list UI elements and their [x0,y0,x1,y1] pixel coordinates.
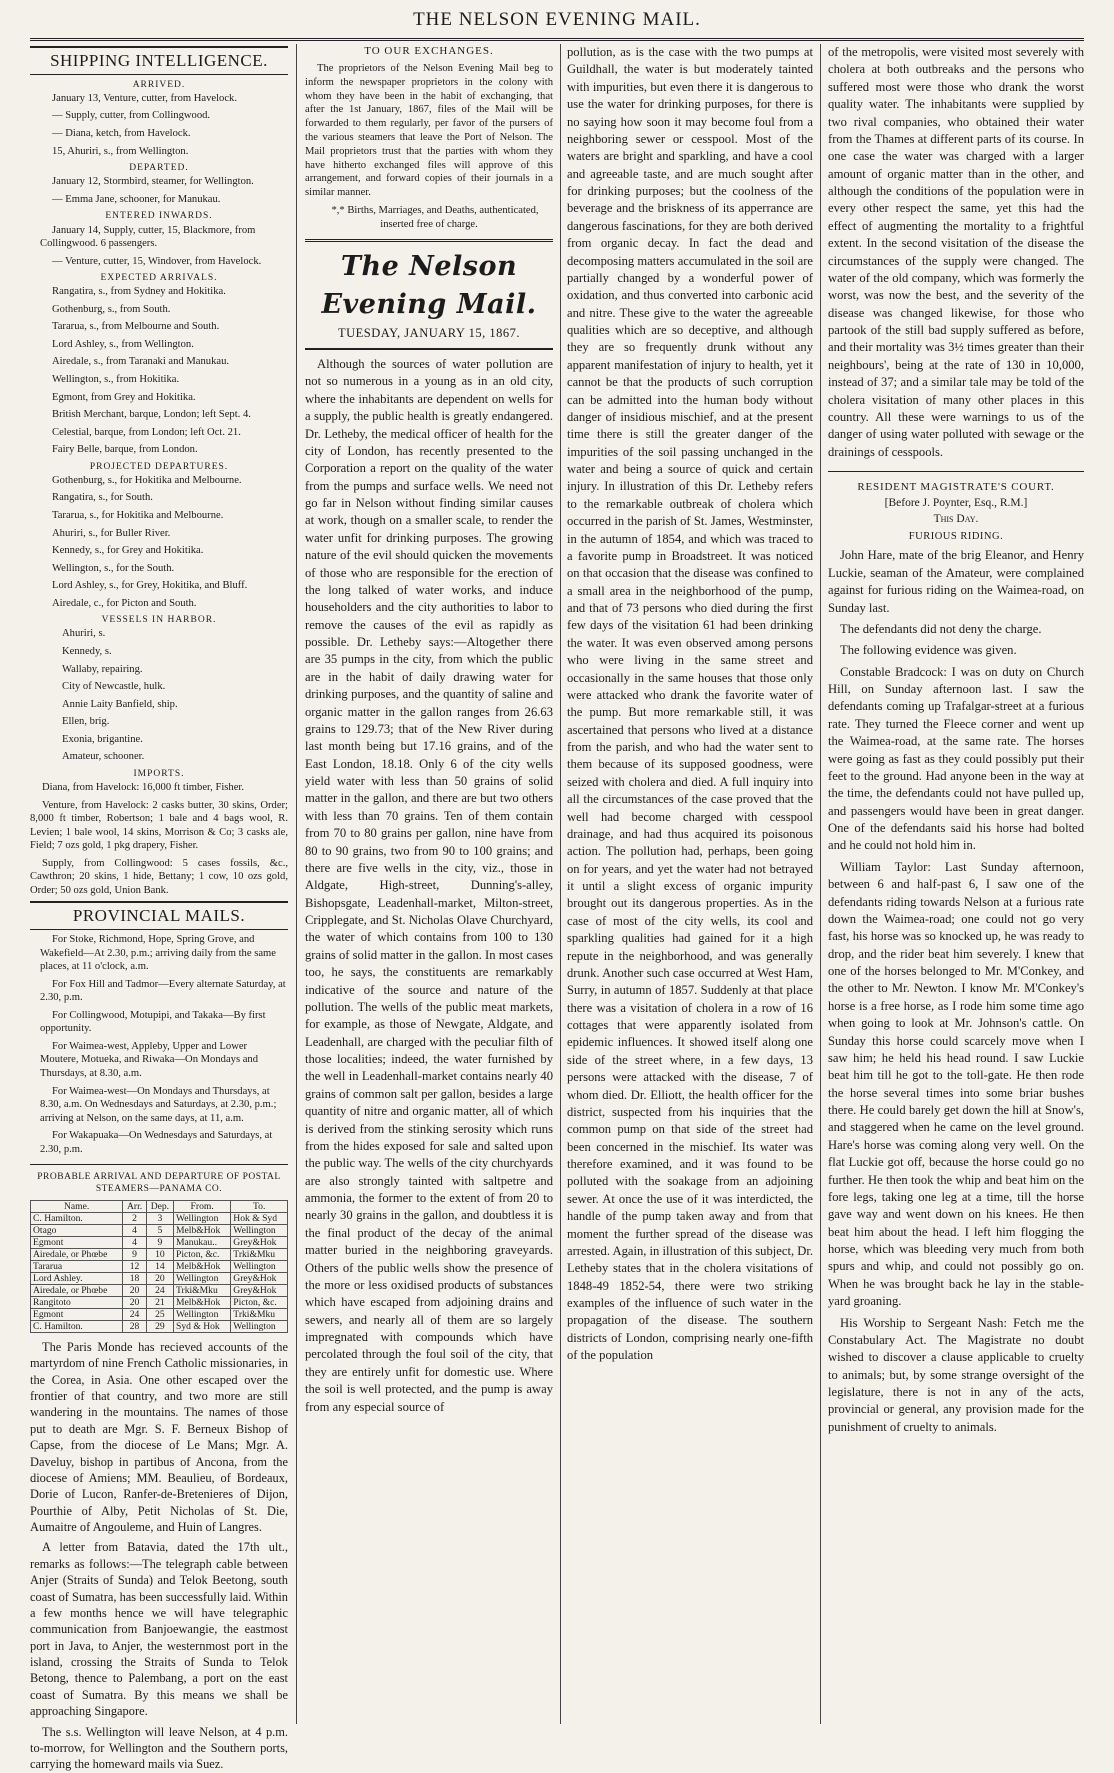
ship-line: Fairy Belle, barque, from London. [52,444,198,456]
departed-heading: DEPARTED. [129,163,189,174]
table-cell: 18 [123,1272,146,1284]
ship-line: Gothenburg, s., from South. [52,303,171,315]
ship-line: Tararua, s., for Hokitika and Melbourne. [52,510,224,522]
table-cell: 24 [146,1284,173,1296]
table-cell: Trki&Mku [174,1284,231,1296]
imports-entry: Venture, from Havelock: 2 casks butter, 30 skins, Order; 8,000 ft timber, Robertson; 1 bale and 4 bags wool, R. Levien; 1 bale wool, 14 skins, Morrison & Co; 3 casks ale, Field; 7 ozs gold, 1 pkg drapery, Fisher. [30,799,288,852]
ship-line: Tararua, s., from Melbourne and South. [52,321,220,333]
mail-line: For Wakapuaka—On Wednesdays and Saturdays, at 2.30, p.m. [40,1130,273,1155]
table-cell: 4 [123,1236,146,1248]
harbor-heading: VESSELS IN HARBOR. [101,615,217,626]
ship-line: — Supply, cutter, from Collingwood. [52,110,211,122]
table-cell: 10 [146,1248,173,1260]
table-cell: Wellington [231,1320,288,1332]
ship-line: Wellington, s., from Hokitika. [52,374,180,386]
mail-line: For Fox Hill and Tadmor—Every alternate Saturday, at 2.30, p.m. [40,978,286,1004]
table-cell: Airedale, or Phœbe [31,1284,123,1296]
table-cell: C. Hamilton. [31,1320,123,1332]
table-cell: Airedale, or Phœbe [31,1248,123,1260]
table-cell: 20 [123,1284,146,1296]
table-cell: Wellington [174,1308,231,1320]
table-cell: Trki&Mku [231,1308,288,1320]
ship-line: January 13, Venture, cutter, from Havelock. [52,92,238,104]
ship-line: — Emma Jane, schooner, for Manukau. [52,193,221,205]
table-cell: Tararua [31,1260,123,1272]
entered-heading: ENTERED INWARDS. [105,211,213,222]
mail-line: For Waimea-west, Appleby, Upper and Lower Moutere, Motueka, and Riwaka—On Mondays and Thursdays, at 8.30, a.m. [40,1040,259,1080]
table-cell: Syd & Hok [174,1320,231,1332]
harbor-line: Wallaby, repairing. [62,663,143,675]
table-row [31,1212,288,1224]
ship-line: Rangatira, s., from Sydney and Hokitika. [52,286,226,298]
table-cell: 29 [146,1320,173,1332]
steamer-table-caption: PROBABLE ARRIVAL AND DEPARTURE OF POSTAL STEAMERS—PANAMA CO. [30,1164,288,1195]
editorial-paragraph: Although the sources of water pollution are not so numerous in a young as in an old city, where the inhabitants are dependent on wells for a supply, the public health is greatly endangered. Dr. Letheby, the medical officer of health for the city of London, has recently presented to the Corporation a report on the quality of the water from the pumps and surface wells. We need not go far in Nelson without finding similar causes at work, though on a smaller scale, to render the water unfit for drinking purposes. The growing nature of the evil should quicken the movements of those who are responsible for the erection of the long talked of water works, and induce householders and the city authorities to labor to remove the causes of the evil as rapidly as possible. Dr. Letheby says:—Altogether there are 35 pumps in the city, from which the public are in the habit of daily drawing water for drinking purposes, and the quantity of saline and organic matter in the gallon ranges from 26.63 grains to 129.73; that of the New River during last month being but 17.16 grains, and of the East London, 18.18. Only 6 of the city wells yield water with less than 50 grains of solid matter in the gallon, and there are but two others with less than 70 grains. Ten of them contain from 70 to 80 grains per gallon, nine have from 80 to 90 grains, two from 90 to 100 grains; and there are five wells in the city, viz., those in Aldgate, High-street, Dunning's-alley, Bishopsgate, Leadenhall-market, Milton-street, Cripplegate, and St. Nicholas Olave Churchyard, the water of which contains from 100 to 130 grains of solid matter in the gallon. In most cases too, he says, the constituents are remarkably indicative of the source and nature of the pollution. The wells of the public meat markets, for example, as those of Newgate, Aldgate, and Leadenhall, are charged with the peculiar filth of those localities; indeed, the water furnished by the well in Leadenhall-market contains nearly 40 grains of common salt per gallon, besides a large quantity of nitre and organic matter, all of which is derived from the stinking serosity which runs from the hides exposed for sale and salted upon the public way. The wells of the city churchyards are also strongly tainted with saltpetre and ammonia, the former to the extent of from 20 to nearly 30 grains in the gallon, and doubtless it is the final product of the decay of the animal matter buried in the neighboring graveyards. Others of the public wells show the presence of the more or less oxidised products of substances which have escaped from adjoining drains and sewers, and nearly all of them are so largely impregnated with compounds which have percolated through the foul soil of the city, that they are entirely unfit for domestic use. Where the soil is well protected, and the pump is away from any especial source of [305,357,553,1414]
article-paragraph: The Paris Monde has recieved accounts of the martyrdom of nine French Catholic missionaries, in the Corea, in Asia. One other escaped over the frontier of that country, and two more are still wandering in the mountains. The names of those put to death are Mgr. S. F. Berneux Bishop of Capse, from the diocese of Le Mans; Mgr. A. Daveluy, bishop in partibus of Ancona, from the diocese of Amiens; MM. Beaulieu, of Bordeaux, Dorie of Lucon, Ranfer-de-Bretenieres of Dijon, Pourthie of Alby, Petit Nicholas of St. Die, Aumaitre of Angouleme, and Huin of Langres. [30,1339,288,1535]
harbor-line: Ahuriri, s. [62,628,106,640]
arrived-heading: ARRIVED. [132,79,186,90]
table-row [31,1320,288,1332]
ship-line: 15, Ahuriri, s., from Wellington. [52,145,189,157]
table-cell: 5 [146,1224,173,1236]
court-day: This Day. [933,513,979,526]
ship-line: Wellington, s., for the South. [52,562,175,574]
harbor-line: City of Newcastle, hulk. [62,681,166,693]
rule [305,239,553,242]
table-cell: 28 [123,1320,146,1332]
editorial-paragraph: pollution, as is the case with the two pumps at Guildhall, the water is but moderately tainted with impurities, but even there it is dangerous to use the water for drinking purposes, for there is no saying how soon it may become foul from a neighboring sewer or cesspool. Most of the waters are bright and sparkling, and have a cool and agreeable taste, and are much sought after for drinking purposes; but the coolness of the beverage and the briskness of its apperrance are dangerous fascinations, for they are both derived from organic decay. In fact the dead and decomposing matters accumulated in the soil are partially changed by a wonderful power of oxidation, and thus converted into carbonic acid and nitre. These give to the water the agreeable qualities which are so deceptive, and although they are so frequently drunk without any apparent manifestation of injury to health, yet it cannot be that the products of such corruption can be admitted into the human body without danger of insidious mischief, and at the present time there is still the greater danger of the impurities of the soil passing unchanged in the water and being a source of quick and certain injury. In illustration of this Dr. Letheby refers to the remarkable outbreak of cholera which occurred in the parish of St. James, Westminster, in the autumn of 1854, and which was traced to a favorite pump in Broadstreet. It was noticed on that occasion that the disease was confined to a small area in the neighborhood of the pump, and that of 73 persons who died during the first few days of the visitation 61 had been drinking the water. It was even observed among persons who were living in the same street and occasionally in the same houses that those only were attacked who drank the favorite water of the pump. But more remarkable still, it was ascertained that persons who lived at a distance from the parish, and who had the water sent to them because of its supposed goodness, were seized with cholera and died. A full inquiry into all the circumstances of the case proved that the well had become charged with cesspool drainage, and had thus acquired its poisonous action. The pollution had, perhaps, been going on for years, and yet the water had not betrayed it until a slight excess of organic impurity brought out its dangerous properties. As in the case of most of the city wells, its cool and sparkling qualities had gained for it a high repute in the neighborhood, and was generally drunk. Another such case occurred at West Ham, Surry, in autumn of 1857. Suddenly at that place there was a visitation of cholera in a row of 16 cottages that were apparently isolated from epidemic influences. It showed itself along one side of the street where, in a few days, 13 persons were attacked with the disease, 7 of whom died. Dr. Elliott, the health officer for the district, suspected from his inquiries that the common pump on that side of the street had been concerned in the mischief. Its water was therefore examined, and it was found to be polluted with the soakage from an adjoining sewer. At once the use of it was interdicted, the handle of the pump taken away and from that moment the further spread of the disease was arrested. Again, in illustration of this subject, Dr. Letheby states that in the cholera visitations of 1848-49 1852-54, there were two striking examples of the influence of such water in the propagation of the disease. The southern districts of London, comprising nearly one-fifth of the population [567,45,813,1363]
table-cell: 12 [123,1260,146,1272]
harbor-line: Annie Laity Banfield, ship. [62,698,178,710]
table-row [31,1236,288,1248]
table-cell: Grey&Hok [231,1272,288,1284]
table-row [31,1260,288,1272]
table-cell: Melb&Hok [174,1260,231,1272]
col-header: To. [231,1200,288,1212]
mail-line: For Stoke, Richmond, Hope, Spring Grove, and Wakefield—At 2.30, p.m.; arriving daily from the same places, at 11 o'clock, a.m. [40,934,276,973]
court-paragraph: The defendants did not deny the charge. [840,621,1042,636]
court-paragraph: His Worship to Sergeant Nash: Fetch me the Constabulary Act. The Magistrate no doubt wished to discover a clause applicable to cruelty to animals; but, by some strange oversight of the legislature, there is not in any of the acts, provincial or general, any provision made for the punishment of cruelty to animals. [828,1315,1084,1434]
harbor-line: Kennedy, s. [62,646,112,657]
table-cell: Trki&Mku [231,1248,288,1260]
mail-line: For Waimea-west—On Mondays and Thursdays, at 8.30, a.m. On Wednesdays and Saturdays, at 2.30, p.m.; arriving at Nelson, on the same days, at 11, a.m. [40,1085,277,1124]
ship-line: Ahuriri, s., for Buller River. [52,527,171,539]
ship-line: January 14, Supply, cutter, 15, Blackmore, from Collingwood. 6 passengers. [40,224,256,250]
column-2 [305,44,553,1724]
expected-heading: EXPECTED ARRIVALS. [100,273,218,284]
table-cell: 20 [146,1272,173,1284]
table-cell: Lord Ashley. [31,1272,123,1284]
table-cell: 21 [146,1296,173,1308]
masthead: THE NELSON EVENING MAIL. [413,9,701,30]
ship-line: — Venture, cutter, 15, Windover, from Havelock. [52,255,262,267]
court-before: [Before J. Poynter, Esq., R.M.] [884,497,1028,510]
table-cell: 2 [123,1212,146,1224]
table-body [31,1212,288,1332]
ship-line: Lord Ashley, s., from Wellington. [52,338,194,350]
newspaper-name: The Nelson Evening Mail. [321,251,537,320]
table-cell: Grey&Hok [231,1236,288,1248]
column-rule [296,44,297,1724]
provincial-mails-title: PROVINCIAL MAILS. [30,901,288,930]
table-cell: Wellington [231,1224,288,1236]
table-cell: Grey&Hok [231,1284,288,1296]
ship-line: Lord Ashley, s., for Grey, Hokitika, and Bluff. [52,580,248,592]
projected-heading: PROJECTED DEPARTURES. [89,461,229,472]
court-title: RESIDENT MAGISTRATE'S COURT. [857,481,1055,493]
table-cell: Melb&Hok [174,1224,231,1236]
table-cell: Picton, &c. [231,1296,288,1308]
column-rule [560,44,561,1724]
table-cell: Wellington [231,1260,288,1272]
ship-line: Airedale, s., from Taranaki and Manukau. [52,356,230,368]
steamer-schedule-table [30,1200,288,1333]
table-cell: 25 [146,1308,173,1320]
article-paragraph: A letter from Batavia, dated the 17th ult., remarks as follows:—The telegraph cable between Anjer (Straits of Sunda) and Telok Beetong, south coast of Sumatra, has been successfully laid. Within a few months hence we will have telegraphic communication from Banjoewangie, the eastmost port in Java, to Anjer, the westernmost port in the island, crossing the Straits of Sunda to Telok Betong, thence to Palembang, a port on the east coast of Sumatra. By this means we shall be approaching Singapore. [30,1540,288,1719]
table-cell: 20 [123,1296,146,1308]
table-row [31,1224,288,1236]
table-cell: Egmont [31,1236,123,1248]
exchanges-title: TO OUR EXCHANGES. [364,45,494,57]
issue-date: TUESDAY, JANUARY 15, 1867. [337,325,520,340]
table-row [31,1248,288,1260]
column-rule [820,44,821,1724]
harbor-line: Exonia, brigantine. [62,733,143,745]
ship-line: Kennedy, s., for Grey and Hokitika. [52,545,204,557]
table-header-row [31,1200,288,1212]
table-row [31,1284,288,1296]
ship-line: Airedale, c., for Picton and South. [52,597,197,609]
ship-line: January 12, Stormbird, steamer, for Wellington. [52,176,254,188]
table-cell: Wellington [174,1272,231,1284]
table-cell: 9 [146,1236,173,1248]
court-paragraph: William Taylor: Last Sunday afternoon, between 6 and half-past 6, I saw one of the defendants riding towards Nelson at a furious rate down the Waimea-road; one could not go very fast, his horse was so knocked up, he was ready to drop, and the rider beat him severely. I knew that one of the horses belonged to Mr. M'Conkey, and the other to Mr. Newton. I know Mr. M'Conkey's horse is a free horse, as I rode him some time ago when going to look at Mr. Johnson's cattle. On Sunday this horse could scarcely move when I saw him; he held his head round. I saw Luckie beat him till he got to the toll-gate. He then rode the horse several times into some briar bushes there. He could barely get down the hill at Snow's, and staggered when he came on the level ground. Hare's horse was coming along very well. On the flat Luckie got off, because the horse could go no further. He then took the whip and beat him on the fore legs, taking one leg at a time, till the horse gave way and went down on his knees. He then beat him about the head. I left him flogging the horse, which was bleeding very much from both spurs and whip, and could not possibly go on. When he was brought back he lay in the stable-yard groaning. [828,859,1084,1309]
table-cell: 3 [146,1212,173,1224]
editorial-paragraph: of the metropolis, were visited most severely with cholera at both outbreaks and the persons who suffered most were those who drank the worst quality water. The inhabitants were supplied by two rival companies, who obtained their water from the Thames at different parts of its course. In one case the water was charged with a larger amount of organic matter than in the other, and although the conditions of the population were in every other respect the same, yet this had the effect of augmenting the mortality to a frightful extent. In the second visitation of the disease the circumstances of the supply were changed. The water of the old company, which was formerly the worst, was now the best, and the severity of the disease was changed likewise, for those who partook of the still bad supply suffered as before, and their mortality was 3½ times greater than their neighbours', being at the rate of 130 in 10,000, instead of 37; and a similar tale may be told of the cholera visitation of many other places in this country. All these were warnings to us of the danger of using water polluted with sewage or the drainings of cesspools. [828,45,1084,459]
ship-line: Egmont, from Grey and Hokitika. [52,391,196,403]
column-1 [30,44,288,1772]
births-notice: *,* Births, Marriages, and Deaths, authenticated, inserted free of charge. [331,204,539,230]
harbor-line: Ellen, brig. [62,716,110,728]
table-cell: Hok & Syd [231,1212,288,1224]
exchanges-notice: The proprietors of the Nelson Evening Mail beg to inform the newspaper proprietors in the colony with whom they have been in the habit of exchanging, that after the 1st January, 1867, files of the Mail will be forwarded to them regularly, per favor of the pursers of the various steamers that leave the Port of Nelson. The Mail proprietors trust that the parties with whom they have hitherto exchanged files will approve of this arrangement, and forward copies of their journals in a similar manner. [305,63,553,199]
imports-entry: Supply, from Collingwood: 5 cases fossils, &c., Cawthron; 20 skins, 1 hide, Bettany; 1 cow, 10 ozs gold, Order; 50 ozs gold, Union Bank. [30,857,288,896]
ship-line: Celestial, barque, from London; left Oct. 21. [52,426,241,438]
court-paragraph: Constable Bradcock: I was on duty on Church Hill, on Sunday afternoon last. I saw the defendants coming up Trafalgar-street at a furious rate. They turned the Fleece corner and went up the Waimea-road, at the same rate. The horses were going as fast as they could possibly put their feet to the ground. Had anyone been in the way at the time, the defendants could not have pulled up, and passengers would have been in great danger. One of the defendants said his horse had bolted and he could not hold him in. [828,664,1084,853]
col-header: Arr. [123,1200,146,1212]
ship-line: — Diana, ketch, from Havelock. [52,128,191,139]
table-cell: 14 [146,1260,173,1272]
masthead-rule [30,38,1084,41]
ship-line: Rangatira, s., for South. [52,492,153,504]
table-row [31,1272,288,1284]
table-cell: 24 [123,1308,146,1320]
mail-line: For Collingwood, Motupipi, and Takaka—By first opportunity. [40,1009,266,1035]
table-cell: Wellington [174,1212,231,1224]
table-cell: 4 [123,1224,146,1236]
court-case-heading: FURIOUS RIDING. [908,530,1004,542]
col-header: Dep. [146,1200,173,1212]
column-3 [567,44,813,1724]
rule [828,471,1084,472]
court-paragraph: John Hare, mate of the brig Eleanor, and Henry Luckie, seaman of the Amateur, were complained against for furious riding on the Waimea-road, on Sunday last. [828,548,1084,615]
shipping-title: SHIPPING INTELLIGENCE. [30,46,288,75]
table-row [31,1308,288,1320]
table-cell: C. Hamilton. [31,1212,123,1224]
table-cell: Melb&Hok [174,1296,231,1308]
ship-line: British Merchant, barque, London; left Sept. 4. [52,409,251,421]
table-cell: Egmont [31,1308,123,1320]
table-cell: Rangitoto [31,1296,123,1308]
court-paragraph: The following evidence was given. [840,643,1017,658]
harbor-line: Amateur, schooner. [62,751,145,763]
rule [305,348,553,350]
imports-heading: IMPORTS. [133,768,185,779]
table-row [31,1296,288,1308]
table-cell: Picton, &c. [174,1248,231,1260]
table-cell: Manukau.. [174,1236,231,1248]
imports-entry: Diana, from Havelock: 16,000 ft timber, Fisher. [42,781,244,793]
table-cell: Otago [31,1224,123,1236]
col-header: From. [174,1200,231,1212]
col-header: Name. [31,1200,123,1212]
column-4 [828,44,1084,1724]
table-cell: 9 [123,1248,146,1260]
article-paragraph: The s.s. Wellington will leave Nelson, at 4 p.m. to-morrow, for Wellington and the Southern ports, carrying the homeward mails via Suez. [30,1724,288,1772]
ship-line: Gothenburg, s., for Hokitika and Melbourne. [52,474,242,486]
